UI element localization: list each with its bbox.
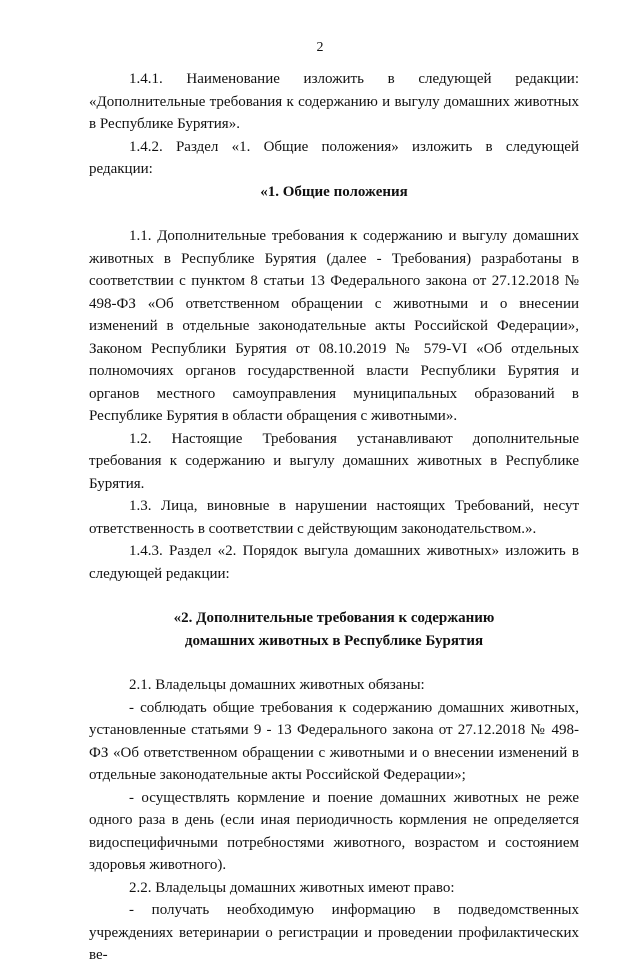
list-item-right-1: - получать необходимую информацию в подведомственных учреждениях ветеринарии о регистрации и проведении профилактических ве- bbox=[89, 902, 579, 963]
paragraph-1-2: 1.2. Настоящие Требования устанавливают дополнительные требования к содержанию и выгулу домашних животных в Республике Бурятия. bbox=[89, 430, 579, 492]
document-body bbox=[89, 68, 579, 967]
spacer bbox=[89, 585, 579, 607]
paragraph-1-4-1: 1.4.1. Наименование изложить в следующей редакции: «Дополнительные требования к содержанию и выгулу домашних животных в Республике Бурятия». bbox=[89, 71, 579, 132]
paragraph-2-1: 2.1. Владельцы домашних животных обязаны: bbox=[129, 677, 425, 693]
list-item-obligation-1: - соблюдать общие требования к содержанию домашних животных, установленные статьями 9 - 13 Федерального закона от 27.12.2018 № 498-ФЗ «Об ответственном обращении с животными и о внесении изменений в отдельные законодательные акты Российской Федерации»; bbox=[89, 699, 579, 783]
heading-line-1: «2. Дополнительные требования к содержанию bbox=[173, 610, 495, 626]
section-heading-general-provisions: «1. Общие положения bbox=[260, 183, 408, 200]
paragraph-1-3: 1.3. Лица, виновные в нарушении настоящих Требований, несут ответственность в соответствии с действующим законодательством.». bbox=[89, 498, 579, 537]
paragraph-1-4-2: 1.4.2. Раздел «1. Общие положения» изложить в следующей редакции: bbox=[89, 138, 579, 177]
section-heading-additional-requirements bbox=[89, 607, 579, 652]
paragraph-1-1: 1.1. Дополнительные требования к содержанию и выгулу домашних животных в Республике Бурятия (далее - Требования) разработаны в соответствии с пунктом 8 статьи 13 Федерального закона от 27.12.2018 № 498-ФЗ «Об ответственном обращении с животными и о внесении изменений в отдельные законодательные акты Российской Федерации», Законом Республики Бурятия от 08.10.2019 № 579-VI «Об отдельных полномочиях органов государственной власти Республики Бурятия и органов местного самоуправления муниципальных образований в Республике Бурятия в области обращения с животными». bbox=[89, 228, 579, 424]
paragraph-1-4-3: 1.4.3. Раздел «2. Порядок выгула домашних животных» изложить в следующей редакции: bbox=[89, 543, 579, 582]
page-number: 2 bbox=[316, 40, 324, 55]
paragraph-2-2: 2.2. Владельцы домашних животных имеют право: bbox=[129, 879, 455, 896]
spacer bbox=[89, 652, 579, 674]
spacer bbox=[89, 203, 579, 225]
heading-line-2: домашних животных в Республике Бурятия bbox=[184, 632, 484, 649]
list-item-obligation-2: - осуществлять кормление и поение домашних животных не реже одного раза в день (если иная периодичность кормления не определяется видоспецифичными потребностями животного, возрастом и состоянием здоровья животного). bbox=[89, 789, 579, 873]
